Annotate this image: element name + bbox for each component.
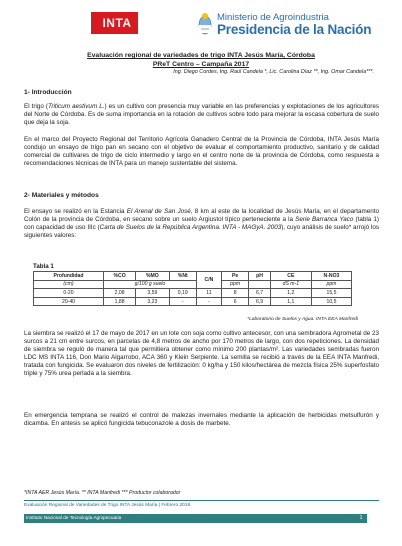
table-cell: 1,1 bbox=[270, 297, 311, 306]
table-units-row bbox=[34, 280, 352, 289]
section-title-intro: 1- Introducción bbox=[24, 89, 72, 96]
author-affiliations: *INTA AER Jesús María. ** INTA Manfredi *** Productor colaborador bbox=[24, 490, 181, 496]
table-header-cell: Profundidad bbox=[34, 272, 104, 281]
table-header-cell: %Nt bbox=[169, 272, 196, 281]
table-unit-cell: (cm) bbox=[34, 280, 104, 289]
methods-paragraph-3: En emergencia temprana se realizó el control de malezas invernales mediante la aplicación de herbicidas metsulfurón y dicamba. En antesis se aplicó fungicida tebuconazole a dosis de marbete. bbox=[24, 412, 379, 428]
table-cell: 10,5 bbox=[311, 297, 351, 306]
table-unit-cell: g/100 g suelo bbox=[104, 280, 197, 289]
table-header-cell: CE bbox=[270, 272, 311, 281]
table-header-cell: C/N bbox=[196, 272, 221, 289]
table-cell: 8 bbox=[221, 289, 248, 298]
footer-document-label: Evaluación Regional de Variedades de Trigo INTA Jesús María | Febrero 2018 bbox=[24, 503, 191, 508]
table-header-cell: %MO bbox=[136, 272, 169, 281]
table-cell: 1,2 bbox=[270, 289, 311, 298]
table-unit-cell: ppm bbox=[221, 280, 248, 289]
section-title-methods: 2- Materiales y métodos bbox=[24, 192, 99, 199]
methods-paragraph-1: El ensayo se realizó en la Estancia El Arenal de San José, 8 km al este de la localidad de Jesús María, en el departamento Colón de la provincia de Córdoba, en secano sobre un suelo Argiustol típico perteneciente a la Serie Barranca Yaco (tabla 1) con capacidad de uso IIIc (Carta de Suelos de la República Argentina. INTA - MAGyA. 2003), cuyo análisis de suelo* arrojó los siguientes valores: bbox=[24, 208, 379, 240]
table-unit-cell: dS m-1 bbox=[270, 280, 311, 289]
table-cell: 3,59 bbox=[136, 289, 169, 298]
table-cell: 3,23 bbox=[136, 297, 169, 306]
table-row bbox=[34, 289, 352, 298]
table-cell: 11 bbox=[196, 289, 221, 298]
table-cell: 0,19 bbox=[169, 289, 196, 298]
document-subtitle: PReT Centro – Campaña 2017 bbox=[152, 61, 250, 68]
table-header-row bbox=[34, 272, 352, 281]
authors-line: Ing. Diego Cordes, Ing. Raúl Candela *, Lic. Carolina Díaz **, Ing. Omar Candela***. bbox=[173, 69, 374, 75]
table-header-cell: N-NO3 bbox=[311, 272, 351, 281]
table-header-cell: Pe bbox=[221, 272, 248, 281]
table-cell: 15,5 bbox=[311, 289, 351, 298]
table-row bbox=[34, 297, 352, 306]
inta-logo: INTA bbox=[96, 12, 138, 34]
table-cell: 2,08 bbox=[104, 289, 136, 298]
footer-institute: Instituto Nacional de Tecnología Agropecuaria bbox=[26, 515, 122, 520]
table-cell: 6,7 bbox=[249, 289, 270, 298]
document-title: Evaluación regional de variedades de trigo INTA Jesús María, Córdoba bbox=[87, 52, 315, 59]
argentina-seal-icon bbox=[198, 12, 212, 36]
table-cell: 1,88 bbox=[104, 297, 136, 306]
table-cell: 0-20 bbox=[34, 289, 104, 298]
page-header bbox=[0, 12, 402, 40]
table-unit-cell bbox=[249, 280, 270, 289]
table-title: Tabla 1 bbox=[33, 263, 54, 270]
methods-paragraph-2: La siembra se realizó el 17 de mayo de 2017 en un lote con soja como cultivo antecesor, con una sembradora Agrometal de 23 surcos a 21 cm entre surcos, en parcelas de 4,8 metros de ancho por 170 metros de largo, con dos repeticiones. La densidad de siembra se reguló de manera tal que permitiera obtener como mínimo 200 plantas/m². Las variedades sembradas fueron LDC MS INTA 116, Don Mario Algarrobo, ACA 360 y Klein Serpiente. La semilla se recibió a través de la EEA INTA Manfredi, tratada con fungicida. Se evaluaron dos niveles de fertilización: 0 kg/ha y 150 kilos/hectárea de mezcla física 25% superfosfato triple y 75% urea perlada a la siembra. bbox=[24, 330, 379, 378]
soil-analysis-table bbox=[33, 271, 352, 306]
table-cell: - bbox=[169, 297, 196, 306]
footer-divider bbox=[24, 500, 379, 501]
table-header-cell: pH bbox=[249, 272, 270, 281]
intro-paragraph-2: En el marco del Proyecto Regional del Territorio Agrícola Ganadero Central de la Provincia de Córdoba, INTA Jesús María condujo un ensayo de trigo pan en secano con el objetivo de evaluar el comportamiento productivo, sanitario y de calidad comercial de cultivares de trigo de ciclo intermedio y largo en el centro norte de la provincia de Córdoba, como respuesta a recomendaciones técnicas de INTA para un manejo sustentable del sistema. bbox=[24, 136, 379, 168]
table-cell: 20-40 bbox=[34, 297, 104, 306]
table-cell: 6 bbox=[221, 297, 248, 306]
table-cell: 6,9 bbox=[249, 297, 270, 306]
ministry-name: Ministerio de Agroindustria bbox=[217, 12, 329, 23]
table-footnote: *Laboratorio de Suelos y Agua. INTA EEA Manfredi bbox=[247, 317, 358, 322]
presidencia-title: Presidencia de la Nación bbox=[217, 22, 372, 37]
table-unit-cell: ppm bbox=[311, 280, 351, 289]
page-number: 1 bbox=[355, 514, 367, 523]
intro-paragraph-1: El trigo (Triticum aestivum L.) es un cultivo con presencia muy variable en las preferencias y explotaciones de los agricultores del Norte de Córdoba. Es de suma importancia en la rotación de cultivos sobre todo para mejorar la escasa cobertura de suelo que deja la soja. bbox=[24, 103, 379, 127]
table-header-cell: %CO bbox=[104, 272, 136, 281]
table-cell: - bbox=[196, 297, 221, 306]
